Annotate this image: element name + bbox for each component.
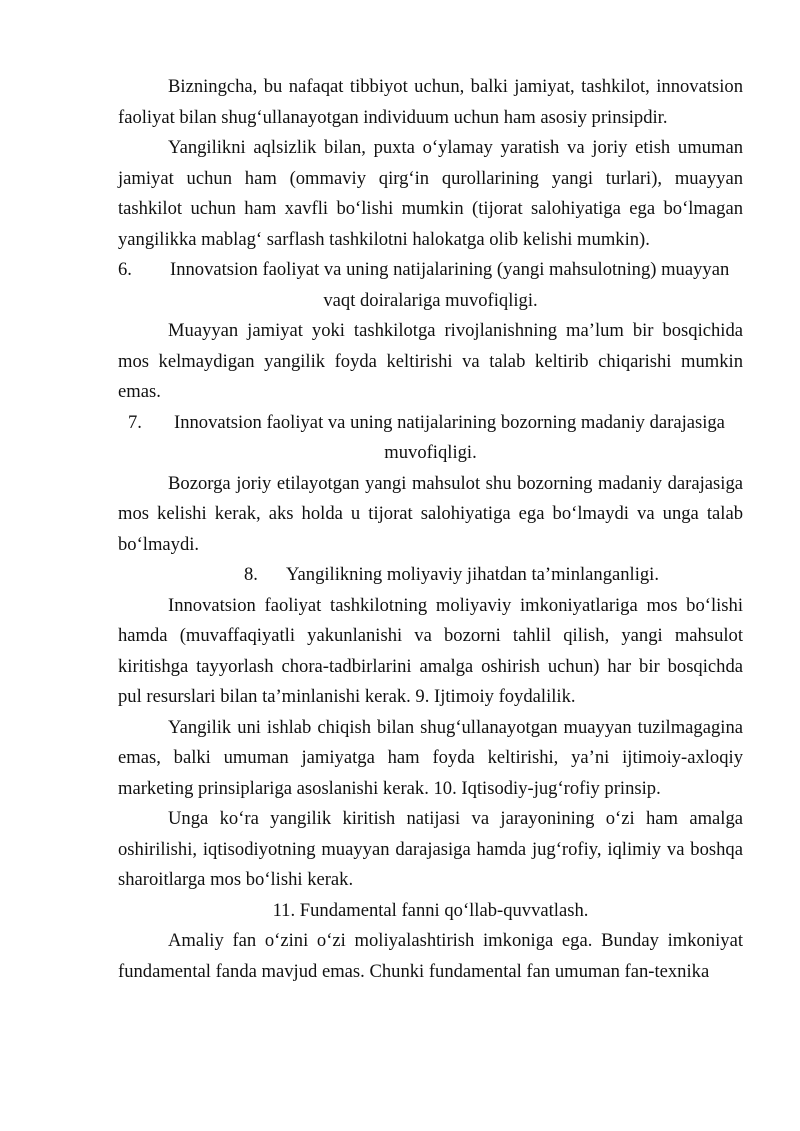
paragraph-4: Bozorga joriy etilayotgan yangi mahsulot shu bozorning madaniy darajasiga mos kelishi kerak, aks holda u tijorat salohiyatiga ega bo‘lmaydi va unga talab bo‘lmaydi. (118, 472, 743, 555)
paragraph-8: Amaliy fan o‘zini o‘zi moliyalashtirish imkoniga ega. Bunday imkoniyat fundamental fanda mavjud emas. Chunki fundamental fan umuman fan-texnika (118, 930, 743, 982)
paragraph-6: Yangilik uni ishlab chiqish bilan shug‘ullanayotgan muayyan tuzilmagagina emas, balki umuman jamiyatga ham foyda keltirishi, ya’ni ijtimoiy-axloqiy marketing prinsiplariga asoslanishi kerak. 10. Iqtisodiy-jug‘rofiy prinsip. (118, 716, 743, 799)
paragraph-1: Bizningcha, bu nafaqat tibbiyot uchun, balki jamiyat, tashkilot, innovatsion faoliyat bilan shug‘ullanayotgan individuum uchun ham asosiy prinsipdir. (118, 76, 743, 128)
section-number-8: 8. (244, 564, 258, 585)
paragraph-2: Yangilikni aqlsizlik bilan, puxta o‘ylamay yaratish va joriy etish umuman jamiyat uchun ham (ommaviy qirg‘in qurollarining yangi turlari), muayyan tashkilot uchun ham xavfli bo‘lishi mumkin (tijorat salohiyatiga ega bo‘lmagan yangilikka mablag‘ sarflash tashkilotni halokatga olib kelishi mumkin). (118, 137, 743, 250)
section-heading-7-line-1: Innovatsion faoliyat va uning natijalarining bozorning madaniy darajasiga (174, 411, 725, 433)
section-number-6: 6. (118, 259, 132, 280)
paragraph-3: Muayyan jamiyat yoki tashkilotga rivojlanishning ma’lum bir bosqichida mos kelmaydigan yangilik foyda keltirishi va talab keltirib chiqarishi mumkin emas. (118, 320, 743, 402)
section-heading-6 (118, 255, 743, 316)
paragraph-5: Innovatsion faoliyat tashkilotning moliyaviy imkoniyatlariga mos bo‘lishi hamda (muvaffaqiyatli yakunlanishi va bozorni tahlil qilish, yangi mahsulot kiritishga tayyorlash chora-tadbirlarini amalga oshirish uchun) har bir bosqichda pul resurslari bilan ta’minlanishi kerak. 9. Ijtimoiy foydalilik. (118, 594, 743, 707)
section-heading-8 (118, 560, 743, 591)
section-heading-8-text: Yangilikning moliyaviy jihatdan ta’minlanganligi. (285, 564, 659, 585)
section-number-7: 7. (128, 411, 142, 433)
section-heading-6-line-2: vaqt doiralariga muvofiqligi. (323, 289, 538, 311)
section-heading-7-line-2: muvofiqligi. (384, 442, 477, 463)
section-heading-11: 11. Fundamental fanni qo‘llab-quvvatlash. (272, 899, 589, 921)
section-heading-7 (118, 408, 743, 469)
section-heading-6-line-1: Innovatsion faoliyat va uning natijalarining (yangi mahsulotning) muayyan (170, 259, 730, 280)
paragraph-7: Unga ko‘ra yangilik kiritish natijasi va jarayonining o‘zi ham amalga oshirilishi, iqtisodiyotning muayyan darajasiga hamda jug‘rofiy, iqlimiy va boshqa sharoitlarga mos bo‘lishi kerak. (118, 808, 743, 890)
document-body (118, 72, 743, 987)
